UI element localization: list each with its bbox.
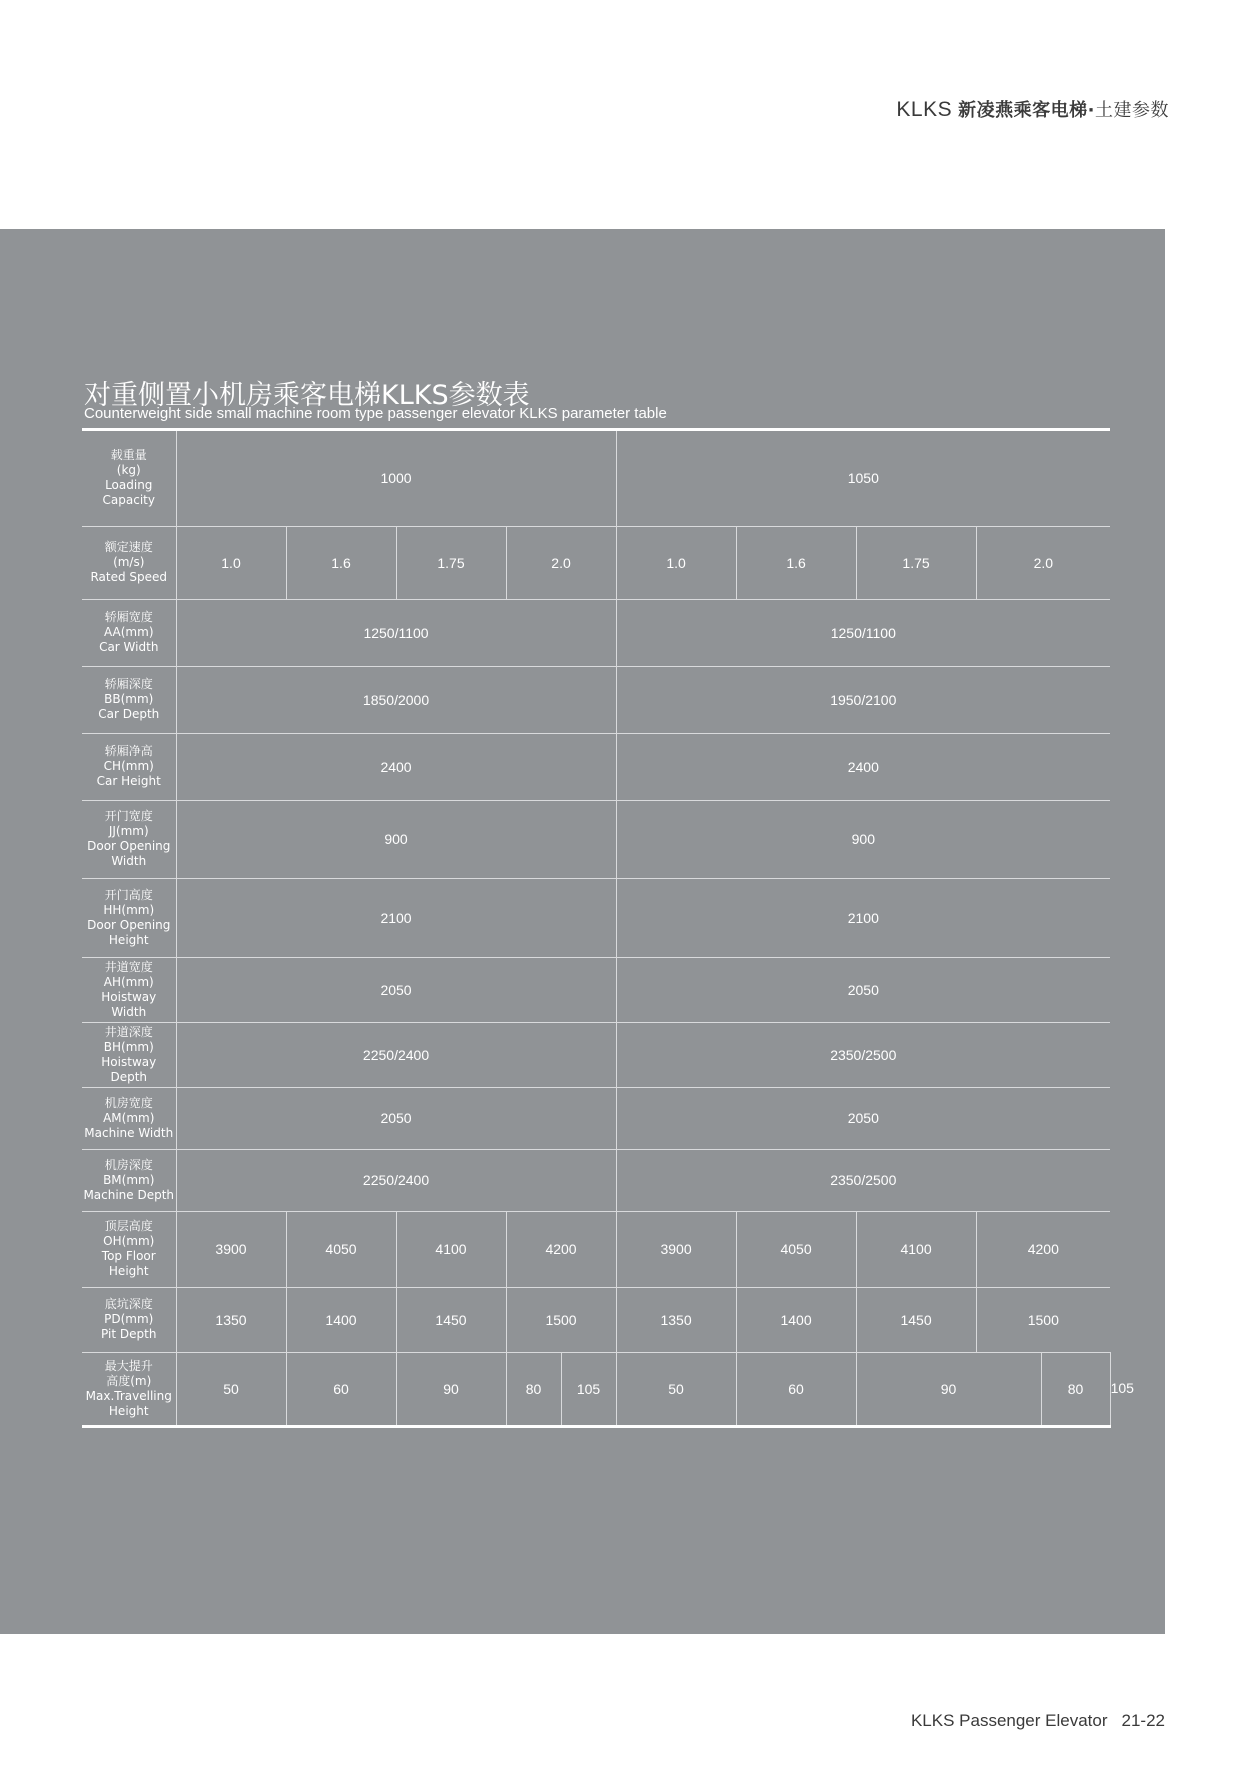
table-cell: 105 (561, 1352, 616, 1426)
row-label-unit: BM(mm) (103, 1172, 155, 1187)
table-cell: 1450 (396, 1287, 506, 1352)
table-row (82, 733, 1110, 800)
table-cell: 2100 (176, 878, 616, 957)
table-cell: 2400 (616, 733, 1110, 800)
parameter-table (82, 431, 1110, 1428)
table-cell: 1.6 (736, 526, 856, 599)
row-label-unit: CH(mm) (103, 759, 154, 773)
table-cell: 60 (736, 1352, 856, 1426)
table-row (82, 1352, 1110, 1426)
row-label (82, 1087, 176, 1149)
row-label-en1: Machine Depth (83, 1187, 175, 1202)
table-cell: 3900 (616, 1211, 736, 1287)
row-label (82, 1352, 176, 1426)
row-label (82, 1211, 176, 1287)
table-cell: 2350/2500 (616, 1149, 1110, 1211)
table-row (82, 666, 1110, 733)
row-label-cn: 额定速度 (104, 540, 153, 554)
table-cell: 1350 (616, 1287, 736, 1352)
table-cell: 2050 (176, 957, 616, 1022)
table-cell: 2.0 (506, 526, 616, 599)
row-label-en1: Door Opening (87, 839, 171, 853)
row-label-en1: Loading (105, 478, 153, 493)
table-cell: 1850/2000 (176, 666, 616, 733)
row-label (82, 957, 176, 1022)
row-label (82, 1022, 176, 1087)
table-cell: 2100 (616, 878, 1110, 957)
row-label-en1: Car Width (99, 640, 159, 654)
table-row (82, 1022, 1110, 1087)
row-label-unit: AA(mm) (104, 625, 154, 639)
table-cell: 3900 (176, 1211, 286, 1287)
row-label-cn: 轿厢深度 (104, 677, 153, 691)
row-label-cn: 井道宽度 (104, 959, 153, 974)
table-cell: 50 (616, 1352, 736, 1426)
row-label-unit: (kg) (116, 463, 141, 478)
table-cell: 90 (856, 1352, 1041, 1426)
table-row (82, 957, 1110, 1022)
table-title-cn: 对重侧置小机房乘客电梯KLKS参数表 (84, 380, 530, 411)
table-row (82, 800, 1110, 878)
page-header (896, 96, 1169, 122)
table-cell: 1250/1100 (176, 599, 616, 666)
table-cell: 1.0 (176, 526, 286, 599)
header-brand: KLKS (896, 98, 953, 121)
row-label-cn: 开门宽度 (104, 809, 153, 823)
page-number: 21-22 (1121, 1711, 1165, 1730)
row-label-cn: 底坑深度 (104, 1297, 153, 1311)
table-cell: 4200 (506, 1211, 616, 1287)
row-label-cn: 轿厢净高 (104, 744, 153, 758)
row-label (82, 431, 176, 526)
row-label-unit: JJ(mm) (108, 824, 149, 838)
row-label-unit: BH(mm) (103, 1039, 154, 1054)
row-label-en2: Capacity (102, 493, 155, 508)
table-cell: 2400 (176, 733, 616, 800)
row-label-en1: Hoistway Width (101, 989, 157, 1019)
row-label-cn: 机房宽度 (104, 1095, 153, 1110)
row-label-en2: Height (108, 1264, 149, 1278)
table-cell: 4100 (396, 1211, 506, 1287)
table-cell: 4100 (856, 1211, 976, 1287)
header-section: 土建参数 (1095, 100, 1169, 121)
row-label-unit: OH(mm) (103, 1234, 155, 1248)
row-label (82, 666, 176, 733)
table-row (82, 1211, 1110, 1287)
table-row (82, 431, 1110, 526)
table-cell: 1350 (176, 1287, 286, 1352)
row-label-en2: Height (108, 1403, 149, 1418)
row-label-en1: Hoistway Depth (101, 1054, 157, 1084)
row-label (82, 733, 176, 800)
table-cell: 90 (396, 1352, 506, 1426)
row-label-en1: Top Floor (101, 1249, 156, 1263)
table-cell: 4200 (976, 1211, 1110, 1287)
row-label-unit: HH(mm) (103, 902, 155, 917)
row-label-cn: 开门高度 (104, 887, 153, 902)
row-label (82, 800, 176, 878)
row-label-unit: PD(mm) (104, 1312, 154, 1326)
row-label-en1: Car Depth (98, 707, 160, 721)
table-cell: 2.0 (976, 526, 1110, 599)
parameter-table-body (82, 431, 1110, 1426)
table-cell: 1.75 (856, 526, 976, 599)
table-cell: 900 (616, 800, 1110, 878)
table-row (82, 599, 1110, 666)
row-label-cn: 轿厢宽度 (104, 610, 153, 624)
row-label-cn: 机房深度 (104, 1157, 153, 1172)
row-label (82, 1287, 176, 1352)
table-title-en: Counterweight side small machine room type passenger elevator KLKS parameter table (84, 405, 667, 422)
table-cell: 1950/2100 (616, 666, 1110, 733)
row-label-unit: BB(mm) (104, 692, 154, 706)
table-cell: 1000 (176, 431, 616, 526)
table-cell: 60 (286, 1352, 396, 1426)
table-cell: 1400 (736, 1287, 856, 1352)
table-cell: 80 (506, 1352, 561, 1426)
table-cell: 2050 (616, 957, 1110, 1022)
row-label-unit: AM(mm) (103, 1110, 155, 1125)
row-label-en2: Width (111, 854, 147, 868)
row-label (82, 526, 176, 599)
row-label-en1: Door Opening (87, 917, 171, 932)
row-label-en1: Max.Travelling (85, 1388, 172, 1403)
header-product-name: 新凌燕乘客电梯 (958, 100, 1088, 121)
table-cell: 80 (1041, 1352, 1110, 1426)
table-cell: 2050 (616, 1087, 1110, 1149)
row-label-unit: AH(mm) (103, 974, 154, 989)
row-label-en1: Rated Speed (90, 570, 168, 584)
table-cell: 1500 (976, 1287, 1110, 1352)
row-label-en1: Car Height (96, 774, 161, 788)
table-cell: 1.6 (286, 526, 396, 599)
row-label-cn: 载重量 (110, 448, 147, 463)
table-cell: 2250/2400 (176, 1149, 616, 1211)
table-cell: 1050 (616, 431, 1110, 526)
row-label-unit: 高度(m) (106, 1373, 152, 1388)
table-cell: 4050 (736, 1211, 856, 1287)
row-label-en1: Pit Depth (101, 1327, 157, 1341)
row-label-en2: Height (108, 932, 149, 947)
table-cell: 50 (176, 1352, 286, 1426)
page-footer (911, 1711, 1165, 1731)
table-cell: 1.0 (616, 526, 736, 599)
table-row (82, 1287, 1110, 1352)
table-cell: 1500 (506, 1287, 616, 1352)
table-row (82, 878, 1110, 957)
table-cell: 2250/2400 (176, 1022, 616, 1087)
header-separator: · (1087, 100, 1095, 121)
table-cell: 1.75 (396, 526, 506, 599)
table-cell: 1250/1100 (616, 599, 1110, 666)
table-cell: 2050 (176, 1087, 616, 1149)
table-row (82, 1149, 1110, 1211)
table-cell: 900 (176, 800, 616, 878)
table-row (82, 526, 1110, 599)
row-label-cn: 顶层高度 (104, 1219, 153, 1233)
row-label (82, 878, 176, 957)
table-cell: 4050 (286, 1211, 396, 1287)
row-label-cn: 最大提升 (104, 1358, 153, 1373)
table-cell: 1450 (856, 1287, 976, 1352)
row-label (82, 599, 176, 666)
row-label-cn: 井道深度 (104, 1024, 153, 1039)
row-label-unit: (m/s) (113, 555, 145, 569)
table-row (82, 1087, 1110, 1149)
table-cell: 2350/2500 (616, 1022, 1110, 1087)
footer-text: KLKS Passenger Elevator (910, 1711, 1108, 1730)
row-label (82, 1149, 176, 1211)
table-cell: 1400 (286, 1287, 396, 1352)
row-label-en1: Machine Width (84, 1125, 174, 1140)
